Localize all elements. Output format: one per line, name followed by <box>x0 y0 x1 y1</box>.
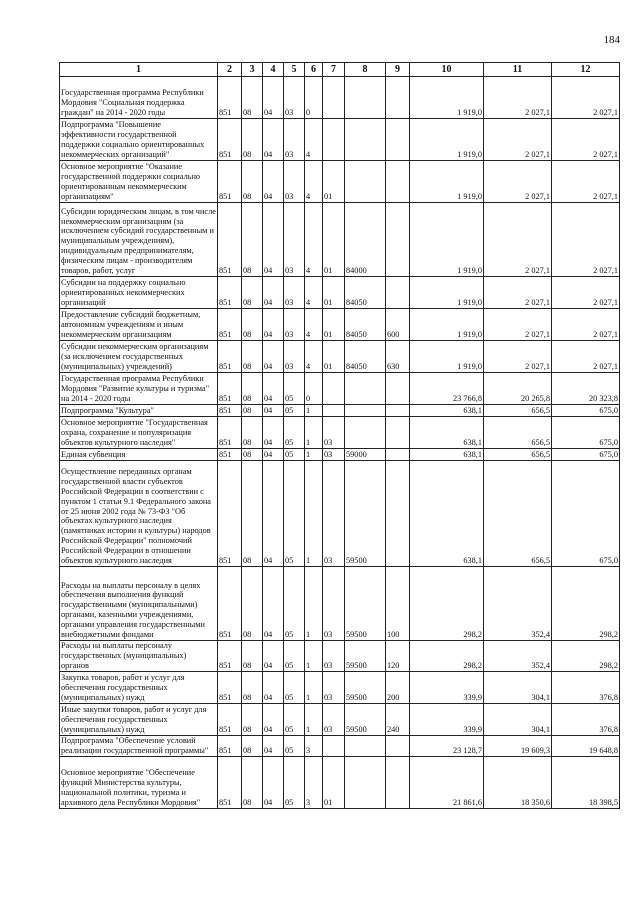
cell-c7: 03 <box>323 703 345 735</box>
cell-c6: 1 <box>305 417 323 449</box>
cell-c10: 638,1 <box>410 461 484 567</box>
cell-c8 <box>345 405 386 417</box>
cell-c11: 352,4 <box>484 641 552 672</box>
cell-c2: 851 <box>218 756 242 808</box>
cell-c11: 2 027,1 <box>484 77 552 119</box>
cell-c10: 1 919,0 <box>410 341 484 373</box>
cell-c6: 3 <box>305 756 323 808</box>
cell-c7: 01 <box>323 309 345 341</box>
cell-c3: 08 <box>242 735 263 756</box>
table-row <box>60 735 620 756</box>
cell-c12: 675,0 <box>552 417 620 449</box>
cell-c6: 1 <box>305 641 323 672</box>
cell-c4: 04 <box>263 449 284 461</box>
cell-c8: 84050 <box>345 309 386 341</box>
cell-c10: 638,1 <box>410 405 484 417</box>
cell-c5: 03 <box>284 277 305 309</box>
column-header: 5 <box>284 63 305 77</box>
cell-c6: 4 <box>305 277 323 309</box>
table-row <box>60 703 620 735</box>
table-row <box>60 77 620 119</box>
cell-c6: 4 <box>305 161 323 203</box>
cell-c12: 675,0 <box>552 461 620 567</box>
cell-c12: 2 027,1 <box>552 277 620 309</box>
cell-c6: 4 <box>305 341 323 373</box>
cell-c4: 04 <box>263 671 284 703</box>
cell-c7 <box>323 735 345 756</box>
cell-c2: 851 <box>218 77 242 119</box>
cell-c4: 04 <box>263 341 284 373</box>
cell-c8: 59500 <box>345 641 386 672</box>
table-body <box>60 77 620 809</box>
cell-c10: 339,9 <box>410 703 484 735</box>
cell-c9 <box>386 277 410 309</box>
cell-c7: 01 <box>323 203 345 277</box>
cell-c12: 2 027,1 <box>552 161 620 203</box>
cell-c5: 05 <box>284 373 305 405</box>
table-row <box>60 641 620 672</box>
cell-c9 <box>386 461 410 567</box>
cell-c4: 04 <box>263 203 284 277</box>
cell-c2: 851 <box>218 703 242 735</box>
row-name-cell: Государственная программа Республики Мордовия "Развитие культуры и туризма" на 2014 - 2020 годы <box>60 373 218 405</box>
cell-c9: 120 <box>386 641 410 672</box>
cell-c2: 851 <box>218 119 242 161</box>
column-header: 2 <box>218 63 242 77</box>
cell-c11: 2 027,1 <box>484 161 552 203</box>
cell-c2: 851 <box>218 417 242 449</box>
cell-c8: 59500 <box>345 567 386 641</box>
cell-c9: 630 <box>386 341 410 373</box>
table-row <box>60 461 620 567</box>
cell-c3: 08 <box>242 449 263 461</box>
column-header: 4 <box>263 63 284 77</box>
cell-c11: 18 350,6 <box>484 756 552 808</box>
row-name-cell: Единая субвенция <box>60 449 218 461</box>
cell-c2: 851 <box>218 277 242 309</box>
cell-c10: 1 919,0 <box>410 203 484 277</box>
cell-c12: 19 648,8 <box>552 735 620 756</box>
cell-c3: 08 <box>242 405 263 417</box>
table-row <box>60 277 620 309</box>
cell-c11: 2 027,1 <box>484 341 552 373</box>
cell-c10: 298,2 <box>410 567 484 641</box>
row-name-cell: Закупка товаров, работ и услуг для обеспечения государственных (муниципальных) нужд <box>60 671 218 703</box>
cell-c3: 08 <box>242 756 263 808</box>
cell-c9 <box>386 203 410 277</box>
cell-c7 <box>323 77 345 119</box>
cell-c8: 59000 <box>345 449 386 461</box>
cell-c5: 03 <box>284 161 305 203</box>
cell-c12: 675,0 <box>552 449 620 461</box>
column-header: 6 <box>305 63 323 77</box>
cell-c3: 08 <box>242 161 263 203</box>
table-row <box>60 309 620 341</box>
cell-c6: 4 <box>305 309 323 341</box>
cell-c9 <box>386 449 410 461</box>
cell-c7: 03 <box>323 567 345 641</box>
cell-c6: 0 <box>305 77 323 119</box>
cell-c3: 08 <box>242 641 263 672</box>
cell-c2: 851 <box>218 449 242 461</box>
cell-c10: 298,2 <box>410 641 484 672</box>
cell-c11: 2 027,1 <box>484 277 552 309</box>
cell-c7: 03 <box>323 417 345 449</box>
cell-c4: 04 <box>263 735 284 756</box>
cell-c8 <box>345 756 386 808</box>
row-name-cell: Основное мероприятие "Государственная охрана, сохранение и популяризация объектов культурного наследия" <box>60 417 218 449</box>
cell-c5: 05 <box>284 567 305 641</box>
cell-c12: 2 027,1 <box>552 119 620 161</box>
cell-c12: 2 027,1 <box>552 341 620 373</box>
cell-c5: 05 <box>284 735 305 756</box>
cell-c3: 08 <box>242 77 263 119</box>
budget-table <box>59 62 620 809</box>
cell-c5: 03 <box>284 341 305 373</box>
cell-c4: 04 <box>263 703 284 735</box>
cell-c10: 1 919,0 <box>410 161 484 203</box>
cell-c8: 84000 <box>345 203 386 277</box>
cell-c9 <box>386 161 410 203</box>
row-name-cell: Иные закупки товаров, работ и услуг для обеспечения государственных (муниципальных) нужд <box>60 703 218 735</box>
cell-c9 <box>386 77 410 119</box>
cell-c7: 03 <box>323 461 345 567</box>
cell-c8 <box>345 77 386 119</box>
cell-c10: 638,1 <box>410 417 484 449</box>
cell-c8 <box>345 735 386 756</box>
table-row <box>60 119 620 161</box>
row-name-cell: Подпрограмма "Культура" <box>60 405 218 417</box>
cell-c11: 656,5 <box>484 405 552 417</box>
cell-c3: 08 <box>242 203 263 277</box>
cell-c6: 3 <box>305 735 323 756</box>
cell-c7: 01 <box>323 161 345 203</box>
table-row <box>60 373 620 405</box>
cell-c4: 04 <box>263 461 284 567</box>
row-name-cell: Государственная программа Республики Мордовия "Социальная поддержка граждан" на 2014 - 2020 годы <box>60 77 218 119</box>
cell-c5: 03 <box>284 203 305 277</box>
cell-c9 <box>386 735 410 756</box>
column-header: 11 <box>484 63 552 77</box>
cell-c10: 1 919,0 <box>410 309 484 341</box>
cell-c5: 05 <box>284 449 305 461</box>
cell-c6: 1 <box>305 405 323 417</box>
cell-c2: 851 <box>218 641 242 672</box>
cell-c3: 08 <box>242 119 263 161</box>
cell-c2: 851 <box>218 735 242 756</box>
cell-c2: 851 <box>218 373 242 405</box>
cell-c11: 2 027,1 <box>484 203 552 277</box>
cell-c4: 04 <box>263 161 284 203</box>
cell-c9 <box>386 373 410 405</box>
table-row <box>60 756 620 808</box>
cell-c10: 339,9 <box>410 671 484 703</box>
cell-c6: 1 <box>305 449 323 461</box>
cell-c3: 08 <box>242 461 263 567</box>
cell-c4: 04 <box>263 567 284 641</box>
cell-c11: 304,1 <box>484 671 552 703</box>
cell-c5: 05 <box>284 703 305 735</box>
cell-c3: 08 <box>242 277 263 309</box>
column-header: 12 <box>552 63 620 77</box>
cell-c6: 1 <box>305 567 323 641</box>
cell-c5: 03 <box>284 119 305 161</box>
cell-c10: 1 919,0 <box>410 119 484 161</box>
row-name-cell: Основное мероприятие "Обеспечение функций Министерства культуры, национальной политики, туризма и архивного дела Республики Мордовия" <box>60 756 218 808</box>
column-header: 7 <box>323 63 345 77</box>
cell-c4: 04 <box>263 77 284 119</box>
cell-c8: 84050 <box>345 277 386 309</box>
cell-c2: 851 <box>218 671 242 703</box>
cell-c2: 851 <box>218 341 242 373</box>
cell-c6: 0 <box>305 373 323 405</box>
cell-c8 <box>345 161 386 203</box>
cell-c9: 200 <box>386 671 410 703</box>
cell-c9 <box>386 417 410 449</box>
cell-c11: 19 609,3 <box>484 735 552 756</box>
cell-c6: 1 <box>305 703 323 735</box>
cell-c4: 04 <box>263 405 284 417</box>
cell-c8: 59500 <box>345 703 386 735</box>
row-name-cell: Предоставление субсидий бюджетным, автономным учреждениям и иным некоммерческим организациям <box>60 309 218 341</box>
cell-c4: 04 <box>263 417 284 449</box>
cell-c5: 05 <box>284 756 305 808</box>
cell-c12: 376,8 <box>552 703 620 735</box>
cell-c11: 2 027,1 <box>484 309 552 341</box>
cell-c5: 05 <box>284 405 305 417</box>
cell-c3: 08 <box>242 309 263 341</box>
cell-c7: 03 <box>323 641 345 672</box>
cell-c4: 04 <box>263 119 284 161</box>
column-header: 10 <box>410 63 484 77</box>
cell-c2: 851 <box>218 309 242 341</box>
cell-c2: 851 <box>218 461 242 567</box>
cell-c8 <box>345 417 386 449</box>
cell-c7 <box>323 405 345 417</box>
cell-c12: 298,2 <box>552 567 620 641</box>
cell-c4: 04 <box>263 277 284 309</box>
cell-c7: 03 <box>323 449 345 461</box>
cell-c7: 03 <box>323 671 345 703</box>
cell-c10: 23 766,8 <box>410 373 484 405</box>
cell-c7: 01 <box>323 341 345 373</box>
cell-c5: 03 <box>284 309 305 341</box>
cell-c12: 298,2 <box>552 641 620 672</box>
cell-c2: 851 <box>218 567 242 641</box>
column-header: 9 <box>386 63 410 77</box>
table-row <box>60 671 620 703</box>
cell-c5: 05 <box>284 671 305 703</box>
cell-c6: 4 <box>305 203 323 277</box>
table-row <box>60 567 620 641</box>
row-name-cell: Подпрограмма "Повышение эффективности государственной поддержки социально ориентированных некоммерческих организаций" <box>60 119 218 161</box>
cell-c11: 656,5 <box>484 449 552 461</box>
cell-c10: 638,1 <box>410 449 484 461</box>
cell-c3: 08 <box>242 567 263 641</box>
row-name-cell: Субсидии юридическим лицам, в том числе некоммерческим организациям (за исключением субсидий государственным и муниципальным учреждениям), индивидуальным предпринимателям, физическим лицам - производителям товаров, работ, услуг <box>60 203 218 277</box>
cell-c10: 21 861,6 <box>410 756 484 808</box>
cell-c4: 04 <box>263 641 284 672</box>
cell-c4: 04 <box>263 309 284 341</box>
cell-c9 <box>386 119 410 161</box>
header-row <box>60 63 620 77</box>
cell-c3: 08 <box>242 703 263 735</box>
cell-c8 <box>345 119 386 161</box>
cell-c12: 2 027,1 <box>552 203 620 277</box>
cell-c11: 352,4 <box>484 567 552 641</box>
cell-c11: 304,1 <box>484 703 552 735</box>
column-header: 8 <box>345 63 386 77</box>
column-header: 3 <box>242 63 263 77</box>
cell-c10: 23 128,7 <box>410 735 484 756</box>
table-row <box>60 449 620 461</box>
cell-c2: 851 <box>218 161 242 203</box>
cell-c11: 656,5 <box>484 461 552 567</box>
table-row <box>60 405 620 417</box>
cell-c7 <box>323 373 345 405</box>
cell-c6: 1 <box>305 461 323 567</box>
cell-c9 <box>386 756 410 808</box>
cell-c5: 05 <box>284 417 305 449</box>
cell-c7: 01 <box>323 277 345 309</box>
cell-c9: 600 <box>386 309 410 341</box>
cell-c9: 100 <box>386 567 410 641</box>
row-name-cell: Субсидии некоммерческим организациям (за исключением государственных (муниципальных) учреждений) <box>60 341 218 373</box>
cell-c12: 20 323,8 <box>552 373 620 405</box>
cell-c2: 851 <box>218 203 242 277</box>
cell-c8: 84050 <box>345 341 386 373</box>
cell-c12: 2 027,1 <box>552 77 620 119</box>
cell-c12: 18 398,5 <box>552 756 620 808</box>
cell-c3: 08 <box>242 417 263 449</box>
cell-c5: 05 <box>284 641 305 672</box>
cell-c10: 1 919,0 <box>410 77 484 119</box>
cell-c8: 59500 <box>345 671 386 703</box>
table-row <box>60 341 620 373</box>
cell-c5: 05 <box>284 461 305 567</box>
cell-c6: 4 <box>305 119 323 161</box>
cell-c7 <box>323 119 345 161</box>
cell-c3: 08 <box>242 341 263 373</box>
cell-c9 <box>386 405 410 417</box>
column-header: 1 <box>60 63 218 77</box>
table-row <box>60 203 620 277</box>
cell-c2: 851 <box>218 405 242 417</box>
cell-c5: 03 <box>284 77 305 119</box>
cell-c8 <box>345 373 386 405</box>
cell-c6: 1 <box>305 671 323 703</box>
cell-c9: 240 <box>386 703 410 735</box>
cell-c12: 675,0 <box>552 405 620 417</box>
cell-c10: 1 919,0 <box>410 277 484 309</box>
cell-c12: 376,8 <box>552 671 620 703</box>
row-name-cell: Субсидии на поддержку социально ориентированных некоммерческих организаций <box>60 277 218 309</box>
cell-c4: 04 <box>263 756 284 808</box>
cell-c11: 2 027,1 <box>484 119 552 161</box>
cell-c3: 08 <box>242 373 263 405</box>
row-name-cell: Расходы на выплаты персоналу в целях обеспечения выполнения функций государственными (муниципальными) органами, казенными учреждениями, органами управления государственными внебюджетными фондами <box>60 567 218 641</box>
cell-c7: 01 <box>323 756 345 808</box>
cell-c11: 656,5 <box>484 417 552 449</box>
cell-c12: 2 027,1 <box>552 309 620 341</box>
row-name-cell: Осуществление переданных органам государственной власти субъектов Российской Федерации в соответствии с пунктом 1 статьи 9.1 Федерального закона от 25 июня 2002 года № 73-ФЗ "Об объектах культурного наследия (памятниках истории и культуры) народов Российской Федерации" полномочий Российской Федерации в отношении объектов культурного наследия <box>60 461 218 567</box>
cell-c3: 08 <box>242 671 263 703</box>
cell-c8: 59500 <box>345 461 386 567</box>
row-name-cell: Основное мероприятие "Оказание государственной поддержки социально ориентированным некоммерческим организациям" <box>60 161 218 203</box>
cell-c11: 20 265,8 <box>484 373 552 405</box>
cell-c4: 04 <box>263 373 284 405</box>
page-number: 184 <box>603 34 620 46</box>
row-name-cell: Расходы на выплаты персоналу государственных (муниципальных) органов <box>60 641 218 672</box>
table-row <box>60 417 620 449</box>
row-name-cell: Подпрограмма "Обеспечение условий реализации государственной программы" <box>60 735 218 756</box>
table-row <box>60 161 620 203</box>
